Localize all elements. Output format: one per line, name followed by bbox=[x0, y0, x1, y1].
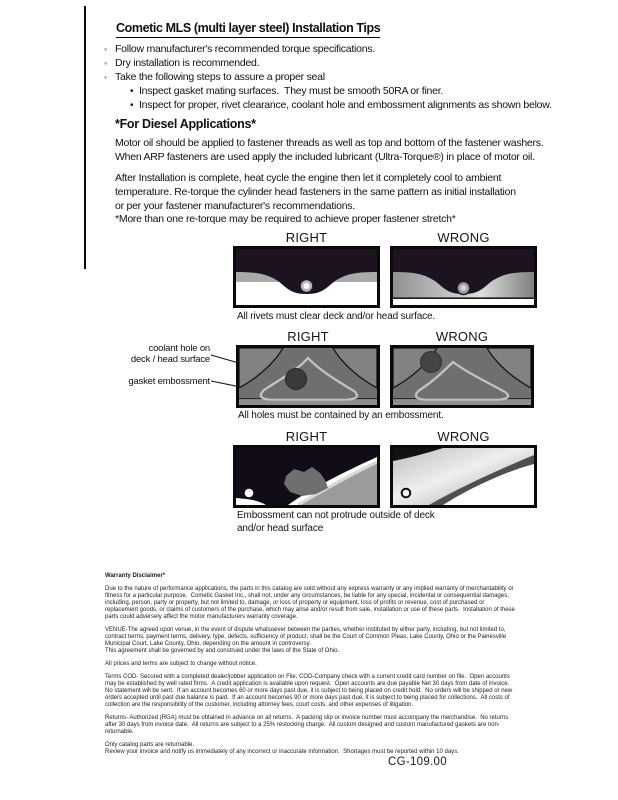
rivet-clearance-wrong-diagram bbox=[390, 246, 537, 308]
gasket-embossment-annotation: gasket embossment bbox=[128, 376, 210, 387]
wrong-label: WRONG bbox=[437, 230, 490, 245]
rivet-clearance-right-diagram bbox=[233, 246, 380, 308]
installation-tips-list bbox=[104, 42, 552, 112]
list-item-text: Inspect for proper, rivet clearance, coolant hole and embossment alignments as shown below. bbox=[139, 99, 552, 111]
list-item bbox=[104, 42, 552, 56]
wrong-label: WRONG bbox=[437, 429, 490, 444]
protrusion-right-diagram bbox=[233, 445, 380, 508]
row1-caption: All rivets must clear deck and/or head surface. bbox=[237, 311, 436, 322]
wrong-label: WRONG bbox=[435, 329, 489, 344]
page-edge-mark bbox=[84, 6, 86, 269]
warranty-disclaimer-section bbox=[105, 573, 517, 762]
coolant-hole-annotation bbox=[95, 343, 210, 365]
caption-line: and/or head surface bbox=[237, 522, 324, 534]
annotation-line: coolant hole on bbox=[148, 343, 210, 354]
paragraph-line: temperature. Re-torque the cylinder head fasteners in the same pattern as initial installation bbox=[115, 186, 516, 198]
row3-caption bbox=[237, 510, 435, 535]
warranty-paragraph: VENUE-The agreed upon venue, in the event of dispute whatsoever between the parties, whether instituted by either party, including, but not limited to, contract terms, payment terms, delivery, type, defects, sufficiency of product, shall be the Court of Common Pleas, Lake County, Ohio or the Painesville Municipal Court, Lake County, Ohio, depending on the amount in controversy. bbox=[105, 627, 508, 647]
warranty-paragraph: All prices and terms are subject to change without notice. bbox=[105, 661, 257, 667]
diesel-paragraph-1 bbox=[115, 136, 543, 164]
retorque-note: *More than one re-torque may be required to achieve proper fastener stretch* bbox=[115, 213, 456, 225]
list-item-text: Dry installation is recommended. bbox=[115, 57, 260, 69]
warranty-venue-group bbox=[105, 627, 517, 655]
paragraph-line: or per your fastener manufacturer's recommendations. bbox=[115, 200, 355, 212]
list-item bbox=[104, 70, 552, 84]
warranty-paragraph: Only catalog parts are returnable. bbox=[105, 742, 195, 748]
circle-bullet-icon: ◦ bbox=[104, 44, 107, 54]
embossment-wrong-diagram bbox=[390, 345, 534, 408]
warranty-paragraph: This agreement shall be governed by and construed under the laws of the State of Ohio. bbox=[105, 648, 340, 654]
caption-line: Embossment can not protrude outside of deck bbox=[237, 510, 435, 521]
protrusion-wrong-diagram bbox=[390, 445, 537, 508]
right-label: RIGHT bbox=[287, 329, 329, 344]
annotation-line: deck / head surface bbox=[130, 354, 210, 365]
list-item bbox=[130, 98, 552, 112]
diesel-paragraph-2 bbox=[115, 171, 516, 213]
row2-caption: All holes must be contained by an embossment. bbox=[238, 410, 444, 421]
right-label: RIGHT bbox=[285, 230, 328, 245]
warranty-returnable-group bbox=[105, 742, 517, 756]
warranty-paragraph: Review your invoice and notify us immediately of any incorrect or inaccurate information. Shortages must be reported within 10 days. bbox=[105, 749, 459, 755]
paragraph-line: Motor oil should be applied to fastener threads as well as top and bottom of the fastener washers. bbox=[115, 137, 544, 149]
list-item bbox=[130, 84, 552, 98]
page-title: Cometic MLS (multi layer steel) Installation Tips bbox=[116, 21, 380, 38]
list-item-text: Take the following steps to assure a proper seal bbox=[115, 71, 325, 83]
dot-bullet-icon: • bbox=[130, 100, 134, 111]
page-code: CG-109.00 bbox=[388, 756, 447, 768]
right-label: RIGHT bbox=[285, 429, 328, 444]
dot-bullet-icon: • bbox=[130, 86, 134, 97]
warranty-paragraph: Returns- Authorized (RGA) must be obtained in advance on all returns. A packing slip or invoice number must accompany the merchandise. No returns after 30 days from invoice date. All returns are subject to a 25% restocking charge. All custom designed and custom manufactured gaskets are non-returnable. bbox=[105, 715, 510, 735]
list-item bbox=[104, 56, 552, 70]
paragraph-line: After Installation is complete, heat cycle the engine then let it completely cool to ambient bbox=[115, 172, 502, 184]
warranty-paragraph: Terms COD- Secured with a completed dealer/jobber application on File, COD-Company check with a current credit card number on file. Open accounts may be established by well rated firms. A credit application is available upon request. Open accounts are due payable Net 30 days from date of invoice. No statement will be sent. If an account becomes 60 or more days past due, it is subject to being placed on credit hold. No orders will be shipped or new orders accepted until past due balance is paid. If an account becomes 90 or more days past due, it is subject to being placed for collections. All costs of collection are the responsibility of the customer, including attorney fees, court costs, and other expenses of litigation. bbox=[105, 674, 514, 708]
embossment-right-diagram bbox=[236, 345, 380, 408]
warranty-heading: Warranty Disclaimer* bbox=[105, 573, 166, 579]
circle-bullet-icon: ◦ bbox=[104, 72, 107, 82]
list-item-text: Inspect gasket mating surfaces. They must be smooth 50RA or finer. bbox=[139, 85, 444, 97]
warranty-paragraph: Due to the nature of performance applications, the parts in this catalog are sold without any express warranty or any implied warranty of merchantability or fitness for a particular purpose. Cometic Gasket Inc., shall not, under any circumstances, be liable for any special, incidental or consequential damages, including, person, party or property, but not limited to, damage, or loss of property or equipment, loss of profits or revenue, cost of purchased or replacement goods, or claims of customers of the purchase, which may arise and/or result from sale, installation or use of these parts. Installation of these parts could adversely affect the motor manufacturers warranty coverage. bbox=[105, 586, 517, 620]
paragraph-line: When ARP fasteners are used apply the included lubricant (Ultra-Torque®) in place of motor oil. bbox=[115, 151, 535, 163]
list-item-text: Follow manufacturer's recommended torque specifications. bbox=[115, 43, 375, 55]
circle-bullet-icon: ◦ bbox=[104, 58, 107, 68]
diesel-section-heading: *For Diesel Applications* bbox=[115, 117, 256, 131]
